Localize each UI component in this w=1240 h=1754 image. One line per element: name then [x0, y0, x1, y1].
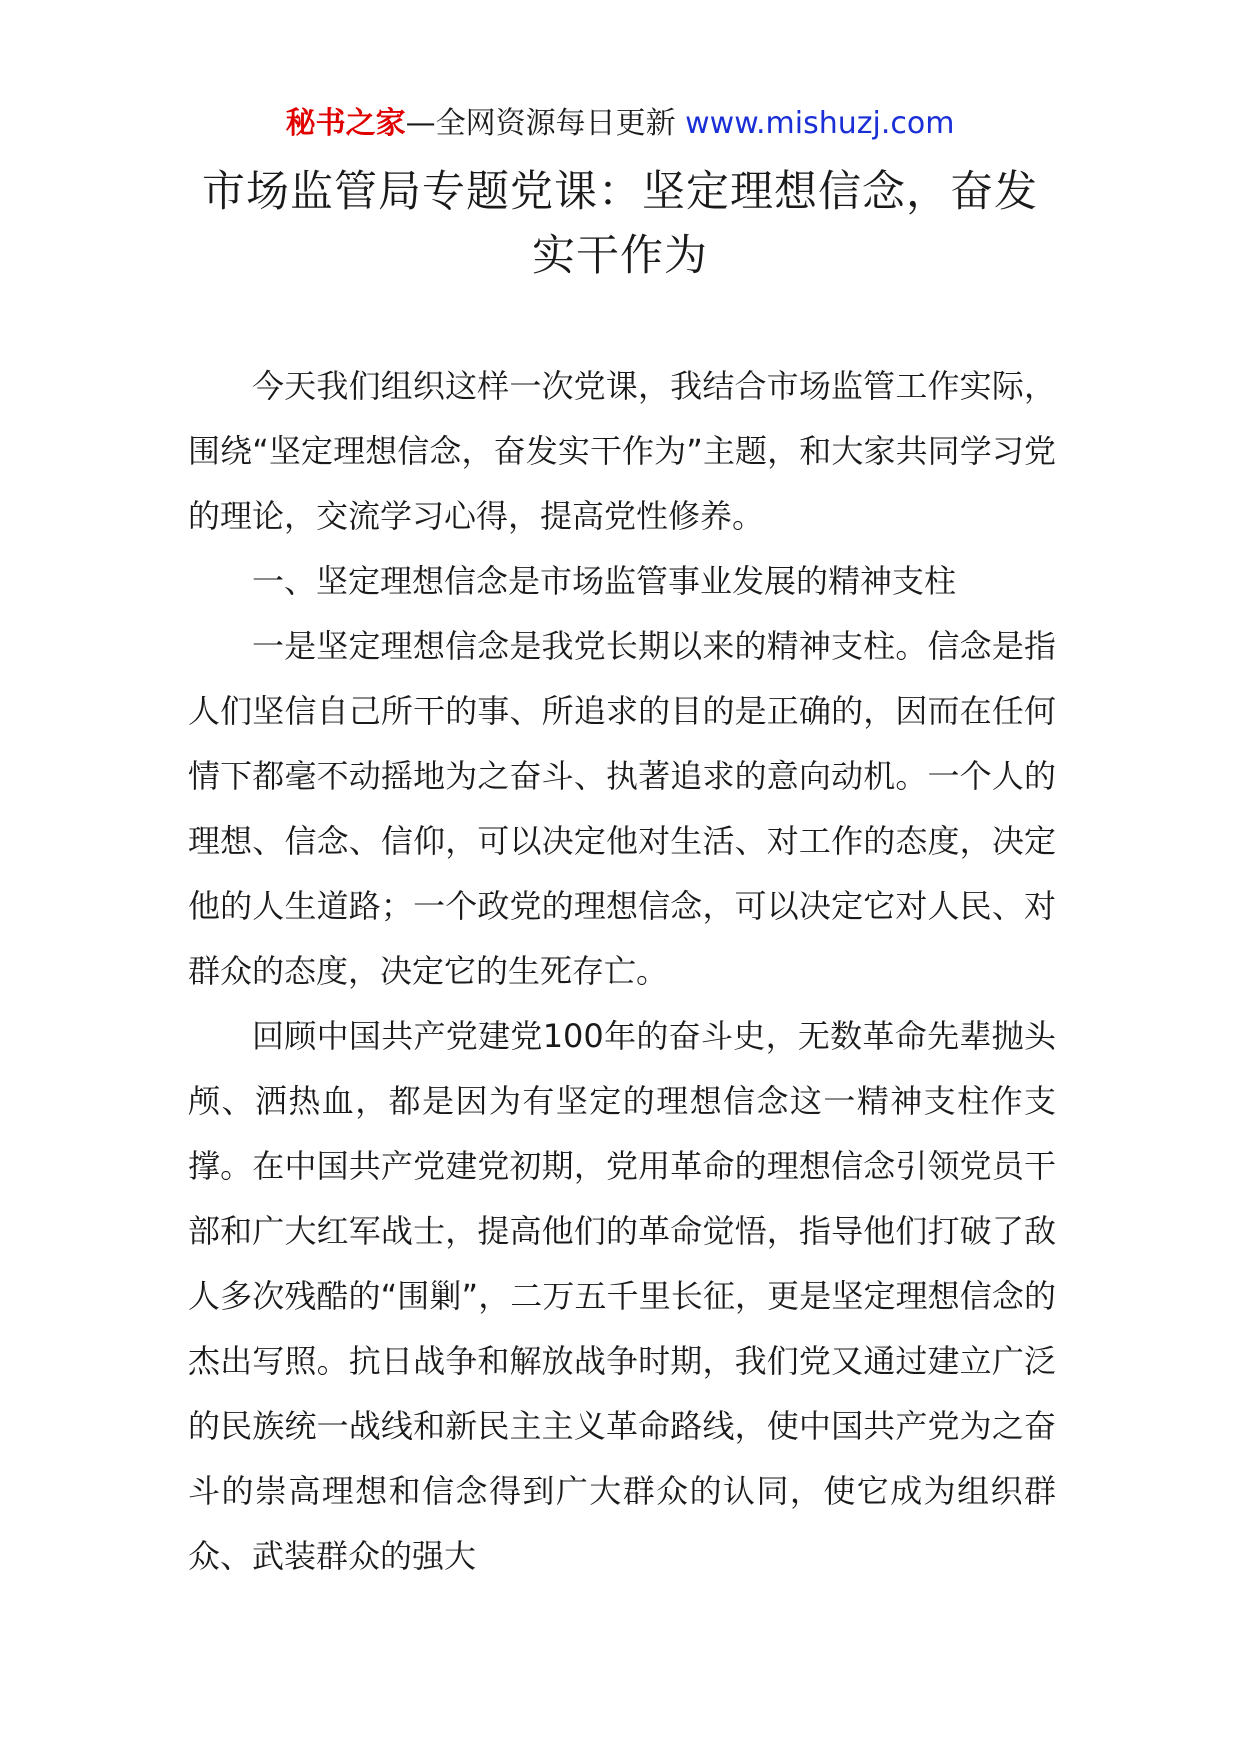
section-heading: 一、坚定理想信念是市场监管事业发展的精神支柱: [252, 562, 957, 600]
paragraph: 回顾中国共产党建党100年的奋斗史，无数革命先辈抛头颅、洒热血，都是因为有坚定的理想信念这一精神支柱作支撑。在中国共产党建党初期，党用革命的理想信念引领党员干部和广大红军战士，提高他们的革命觉悟，指导他们打破了敌人多次残酷的“围剿”，二万五千里长征，更是坚定理想信念的杰出写照。抗日战争和解放战争时期，我们党又通过建立广泛的民族统一战线和新民主主义革命路线，使中国共产党为之奋斗的崇高理想和信念得到广大群众的认同，使它成为组织群众、武装群众的强大: [188, 1017, 1056, 1575]
paragraph: 今天我们组织这样一次党课，我结合市场监管工作实际，围绕“坚定理想信念，奋发实干作为”主题，和大家共同学习党的理论，交流学习心得，提高党性修养。: [188, 367, 1056, 535]
brand-name: 秘书之家: [285, 106, 406, 141]
site-url-link[interactable]: www.mishuzj.com: [685, 106, 955, 141]
document-title: 市场监管局专题党课：坚定理想信念，奋发实干作为: [202, 167, 1038, 281]
header-tagline: —全网资源每日更新: [405, 106, 676, 141]
document-body: [188, 354, 1056, 1589]
site-header: [0, 104, 1240, 144]
paragraph: 一是坚定理想信念是我党长期以来的精神支柱。信念是指人们坚信自己所干的事、所追求的目的是正确的，因而在任何情下都毫不动摇地为之奋斗、执著追求的意向动机。一个人的理想、信念、信仰，可以决定他对生活、对工作的态度，决定他的人生道路；一个政党的理想信念，可以决定它对人民、对群众的态度，决定它的生死存亡。: [188, 627, 1056, 990]
